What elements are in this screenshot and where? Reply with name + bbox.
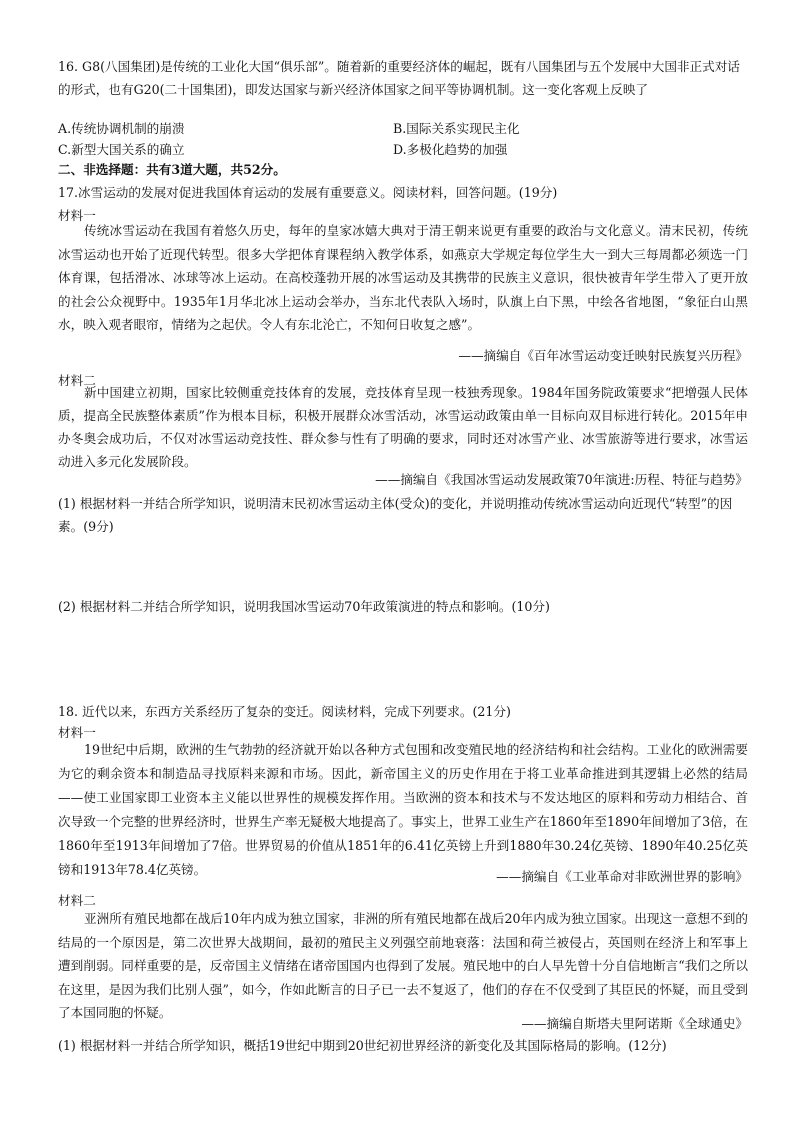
q18-material1-text: 19世纪中后期，欧洲的生气勃勃的经济就开始以各种方式包围和改变殖民地的经济结构和社会结构。工业化的欧洲需要为它的剩余资本和制造品寻找原料来源和市场。因此，新帝国主义的历史作用在于将工业革命推进到其逻辑上必然的结局——使工业国家即工业资本主义能以世界性的规模发挥作用。当欧洲的资本和技术与不发达地区的原料和劳动力相结合、首次导致一个完整的世界经济时，世界生产率无疑极大地提高了。事实上，世界工业生产在1860年至1890年间增加了3倍，在1860年至1913年间增加了7倍。世界贸易的价值从1851年的6.41亿英镑上升到1880年30.24亿英镑、1890年40.25亿英镑和1913年78.4亿英镑。 xyxy=(58,742,748,877)
q16-stem: 16. G8(八国集团)是传统的工业化大国“俱乐部”。随着新的重要经济体的崛起，既有八国集团与五个发展中大国非正式对话的形式，也有G20(二十国集团)，即发达国家与新兴经济体国家之间平等协调机制。这一变化客观上反映了 xyxy=(58,59,740,97)
q17-stem: 17.冰雪运动的发展对促进我国体育运动的发展有重要意义。阅读材料，回答问题。(19分) xyxy=(58,185,558,200)
q16-options xyxy=(58,118,738,160)
q17-material1-source: ——摘编自《百年冰雪运动变迁映射民族复兴历程》 xyxy=(458,348,748,363)
q18-sub1: (1) 根据材料一并结合所学知识，概括19世纪中期到20世纪初世界经济的新变化及其国际格局的影响。(12分) xyxy=(58,1038,667,1053)
q16-option-d[interactable]: D.多极化趋势的加强 xyxy=(393,142,508,157)
q18-material2-text: 亚洲所有殖民地都在战后10年内成为独立国家，非洲的所有殖民地都在战后20年内成为独立国家。出现这一意想不到的结局的一个原因是，第二次世界大战期间，最初的殖民主义列强空前地衰落：法国和荷兰被侵占，英国则在经济上和军事上遭到削弱。同样重要的是，反帝国主义情绪在诸帝国国内也得到了发展。殖民地中的白人早先曾十分自信地断言“我们之所以在这里，是因为我们比别人强”，如今，作如此断言的日子已一去不复返了，他们的存在不仅受到了其臣民的怀疑，而且受到了本国同胞的怀疑。 xyxy=(58,911,748,1020)
q17-material1-text: 传统冰雪运动在我国有着悠久历史，每年的皇家冰嬉大典对于清王朝来说更有重要的政治与文化意义。清末民初，传统冰雪运动也开始了近现代转型。很多大学把体育课程纳入教学体系，如燕京大学规定每位学生大一到大三每周都必须选一门体育课，包括滑冰、冰球等冰上运动。在高校蓬勃开展的冰雪运动及其携带的民族主义意识，很快被青年学生带入了更开放的社会公众视野中。1935年1月华北冰上运动会举办，当东北代表队入场时，队旗上白下黑，中绘各省地图，“象征白山黑水，映入观者眼帘，情绪为之起伏。令人有东北沦亡，不知何日收复之感”。 xyxy=(58,223,748,332)
q16-option-a[interactable]: A.传统协调机制的崩溃 xyxy=(58,121,185,136)
q17-sub1: (1) 根据材料一并结合所学知识，说明清末民初冰雪运动主体(受众)的变化，并说明推动传统冰雪运动向近现代“转型”的因素。(9分) xyxy=(58,496,733,534)
q17-sub2: (2) 根据材料二并结合所学知识，说明我国冰雪运动70年政策演进的特点和影响。(10分) xyxy=(58,599,550,614)
q17-material2-text: 新中国建立初期，国家比较侧重竞技体育的发展，竞技体育呈现一枝独秀现象。1984年国务院政策要求“把增强人民体质，提高全民族整体素质”作为根本目标，积极开展群众冰雪活动，冰雪运动政策由单一目标向双目标进行转化。2015年申办冬奥会成功后，不仅对冰雪运动竞技性、群众参与性有了明确的要求，同时还对冰雪产业、冰雪旅游等进行要求，冰雪运动进入多元化发展阶段。 xyxy=(58,385,748,469)
q17-material2-source: ——摘编自《我国冰雪运动发展政策70年演进:历程、特征与趋势》 xyxy=(375,472,748,487)
q18-material2-label: 材料二 xyxy=(58,893,96,908)
q18-material1-label: 材料一 xyxy=(58,725,96,740)
q18-stem: 18. 近代以来，东西方关系经历了复杂的变迁。阅读材料，完成下列要求。(21分) xyxy=(58,704,511,719)
q18-material2-source: ——摘编自斯塔夫里阿诺斯《全球通史》 xyxy=(521,1016,748,1031)
section2-heading: 二、非选择题：共有3道大题，共52分。 xyxy=(58,162,286,177)
q16-option-b[interactable]: B.国际关系实现民主化 xyxy=(393,121,520,136)
q16-option-c[interactable]: C.新型大国关系的确立 xyxy=(58,142,185,157)
q18-material1-source: ——摘编自《工业革命对非欧洲世界的影响》 xyxy=(496,869,748,884)
q17-material2-label: 材料二 xyxy=(58,373,96,388)
q17-material1-label: 材料一 xyxy=(58,208,96,223)
